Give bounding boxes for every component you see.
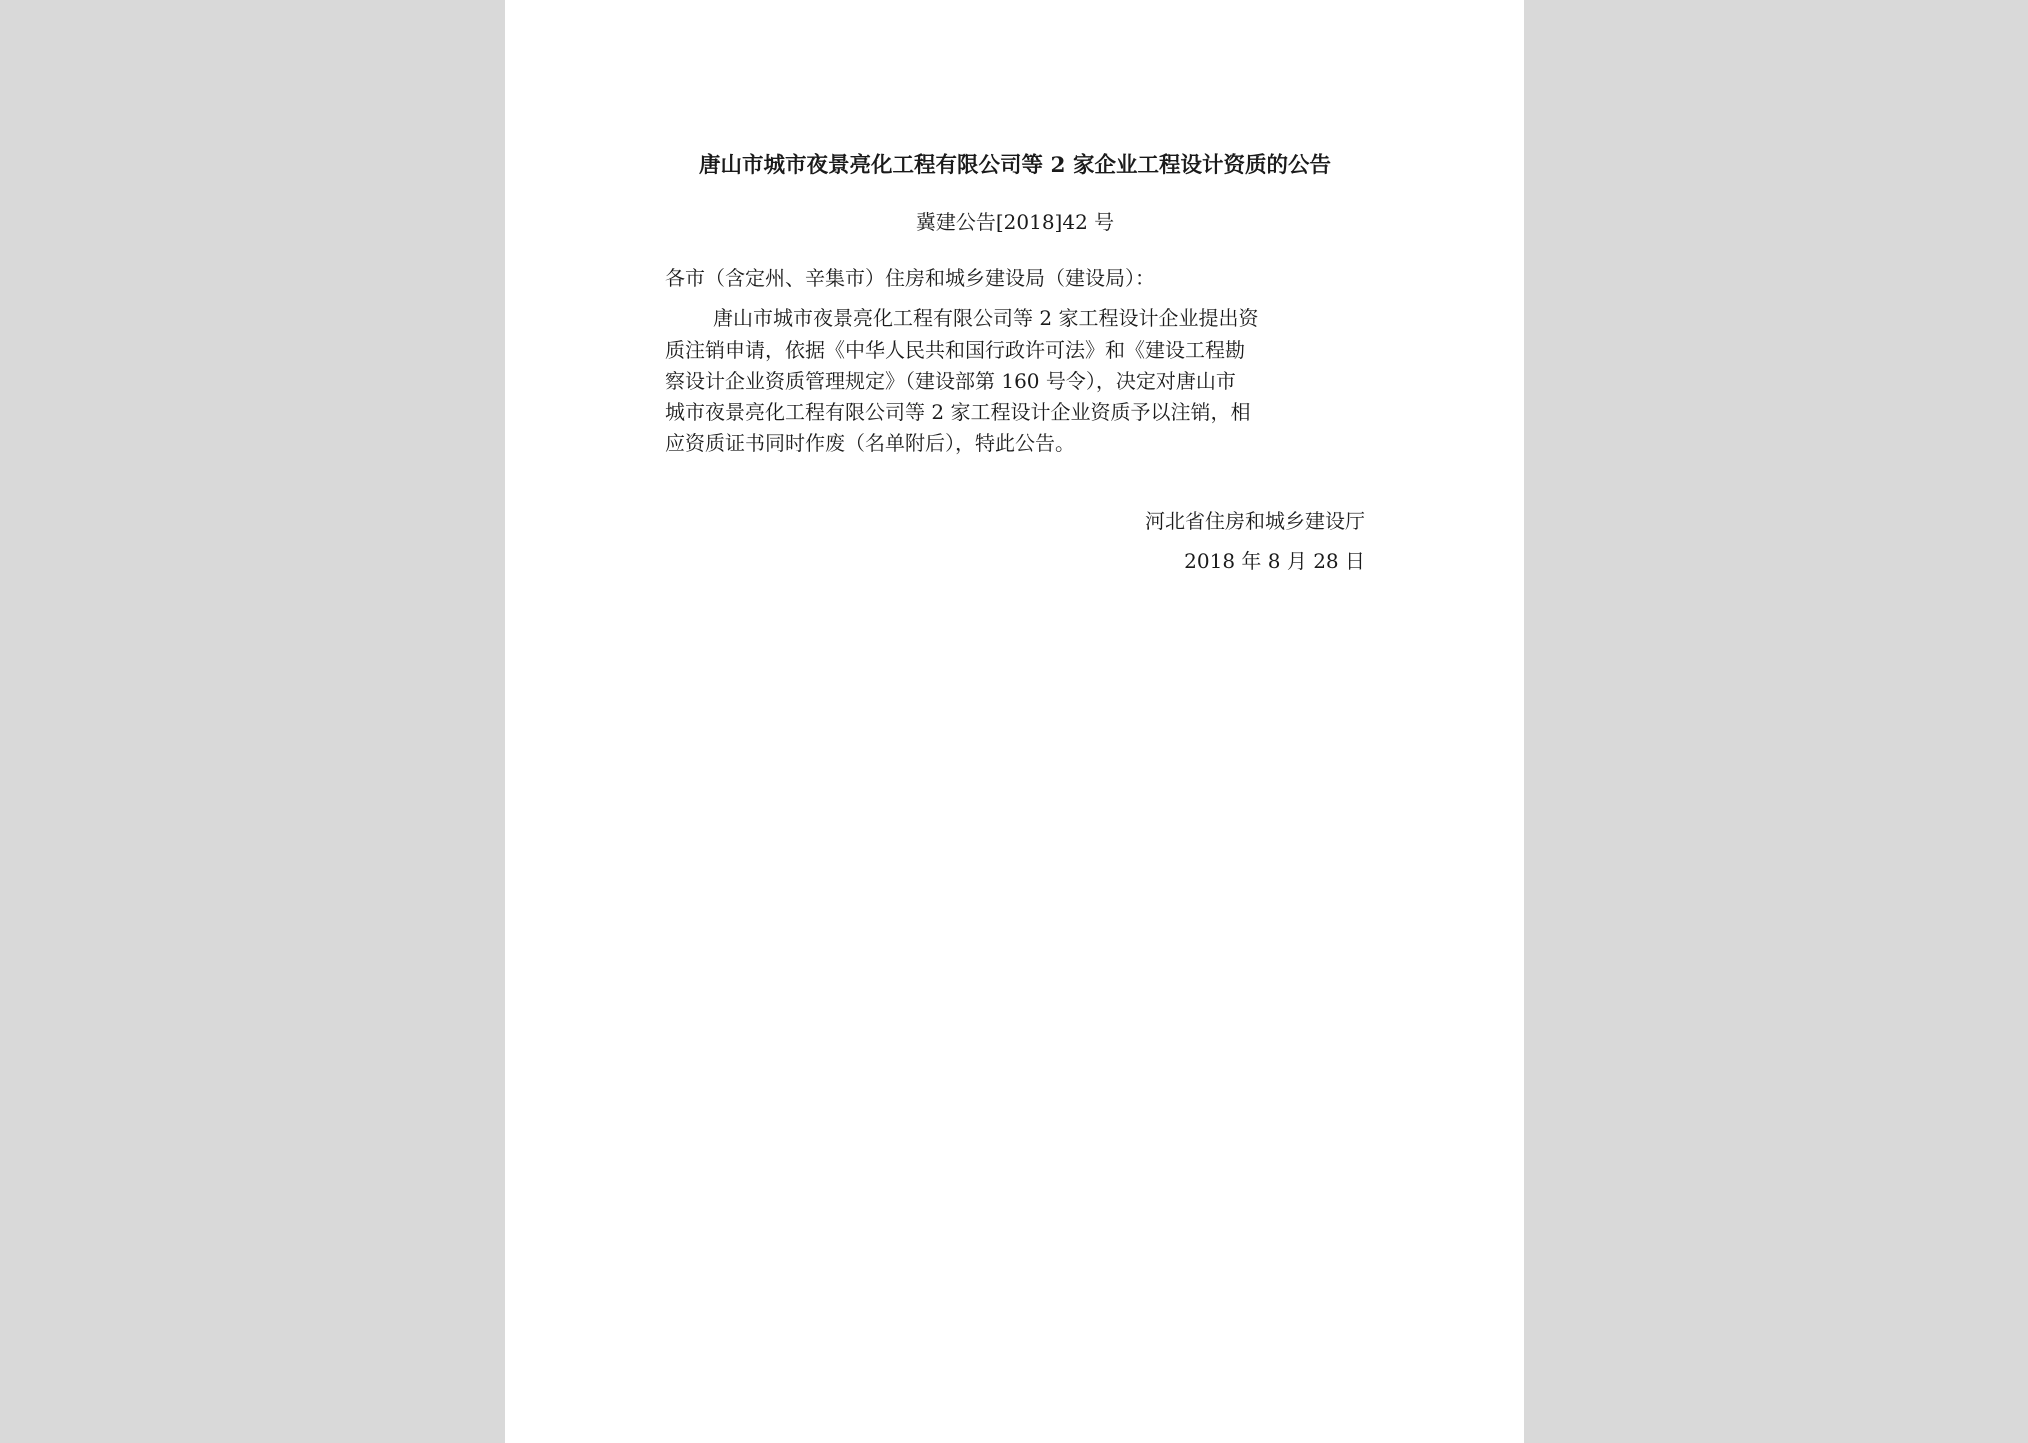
addressee-line: 各市（含定州、辛集市）住房和城乡建设局（建设局）： — [665, 266, 1155, 290]
document-page — [505, 0, 1524, 1443]
document-number: 冀建公告[2018]42 号 — [915, 210, 1115, 234]
body-line: 唐山市城市夜景亮化工程有限公司等 2 家工程设计企业提出资 — [713, 306, 1259, 330]
body-line: 察设计企业资质管理规定》（建设部第 160 号令），决定对唐山市 — [665, 369, 1236, 393]
body-line: 城市夜景亮化工程有限公司等 2 家工程设计企业资质予以注销，相 — [665, 400, 1251, 424]
issuer-signature: 河北省住房和城乡建设厅 — [1145, 509, 1365, 533]
body-line: 应资质证书同时作废（名单附后），特此公告。 — [665, 431, 1075, 455]
body-line: 质注销申请，依据《中华人民共和国行政许可法》和《建设工程勘 — [665, 338, 1245, 362]
document-title: 唐山市城市夜景亮化工程有限公司等 2 家企业工程设计资质的公告 — [699, 153, 1331, 178]
issue-date: 2018 年 8 月 28 日 — [1184, 549, 1365, 573]
